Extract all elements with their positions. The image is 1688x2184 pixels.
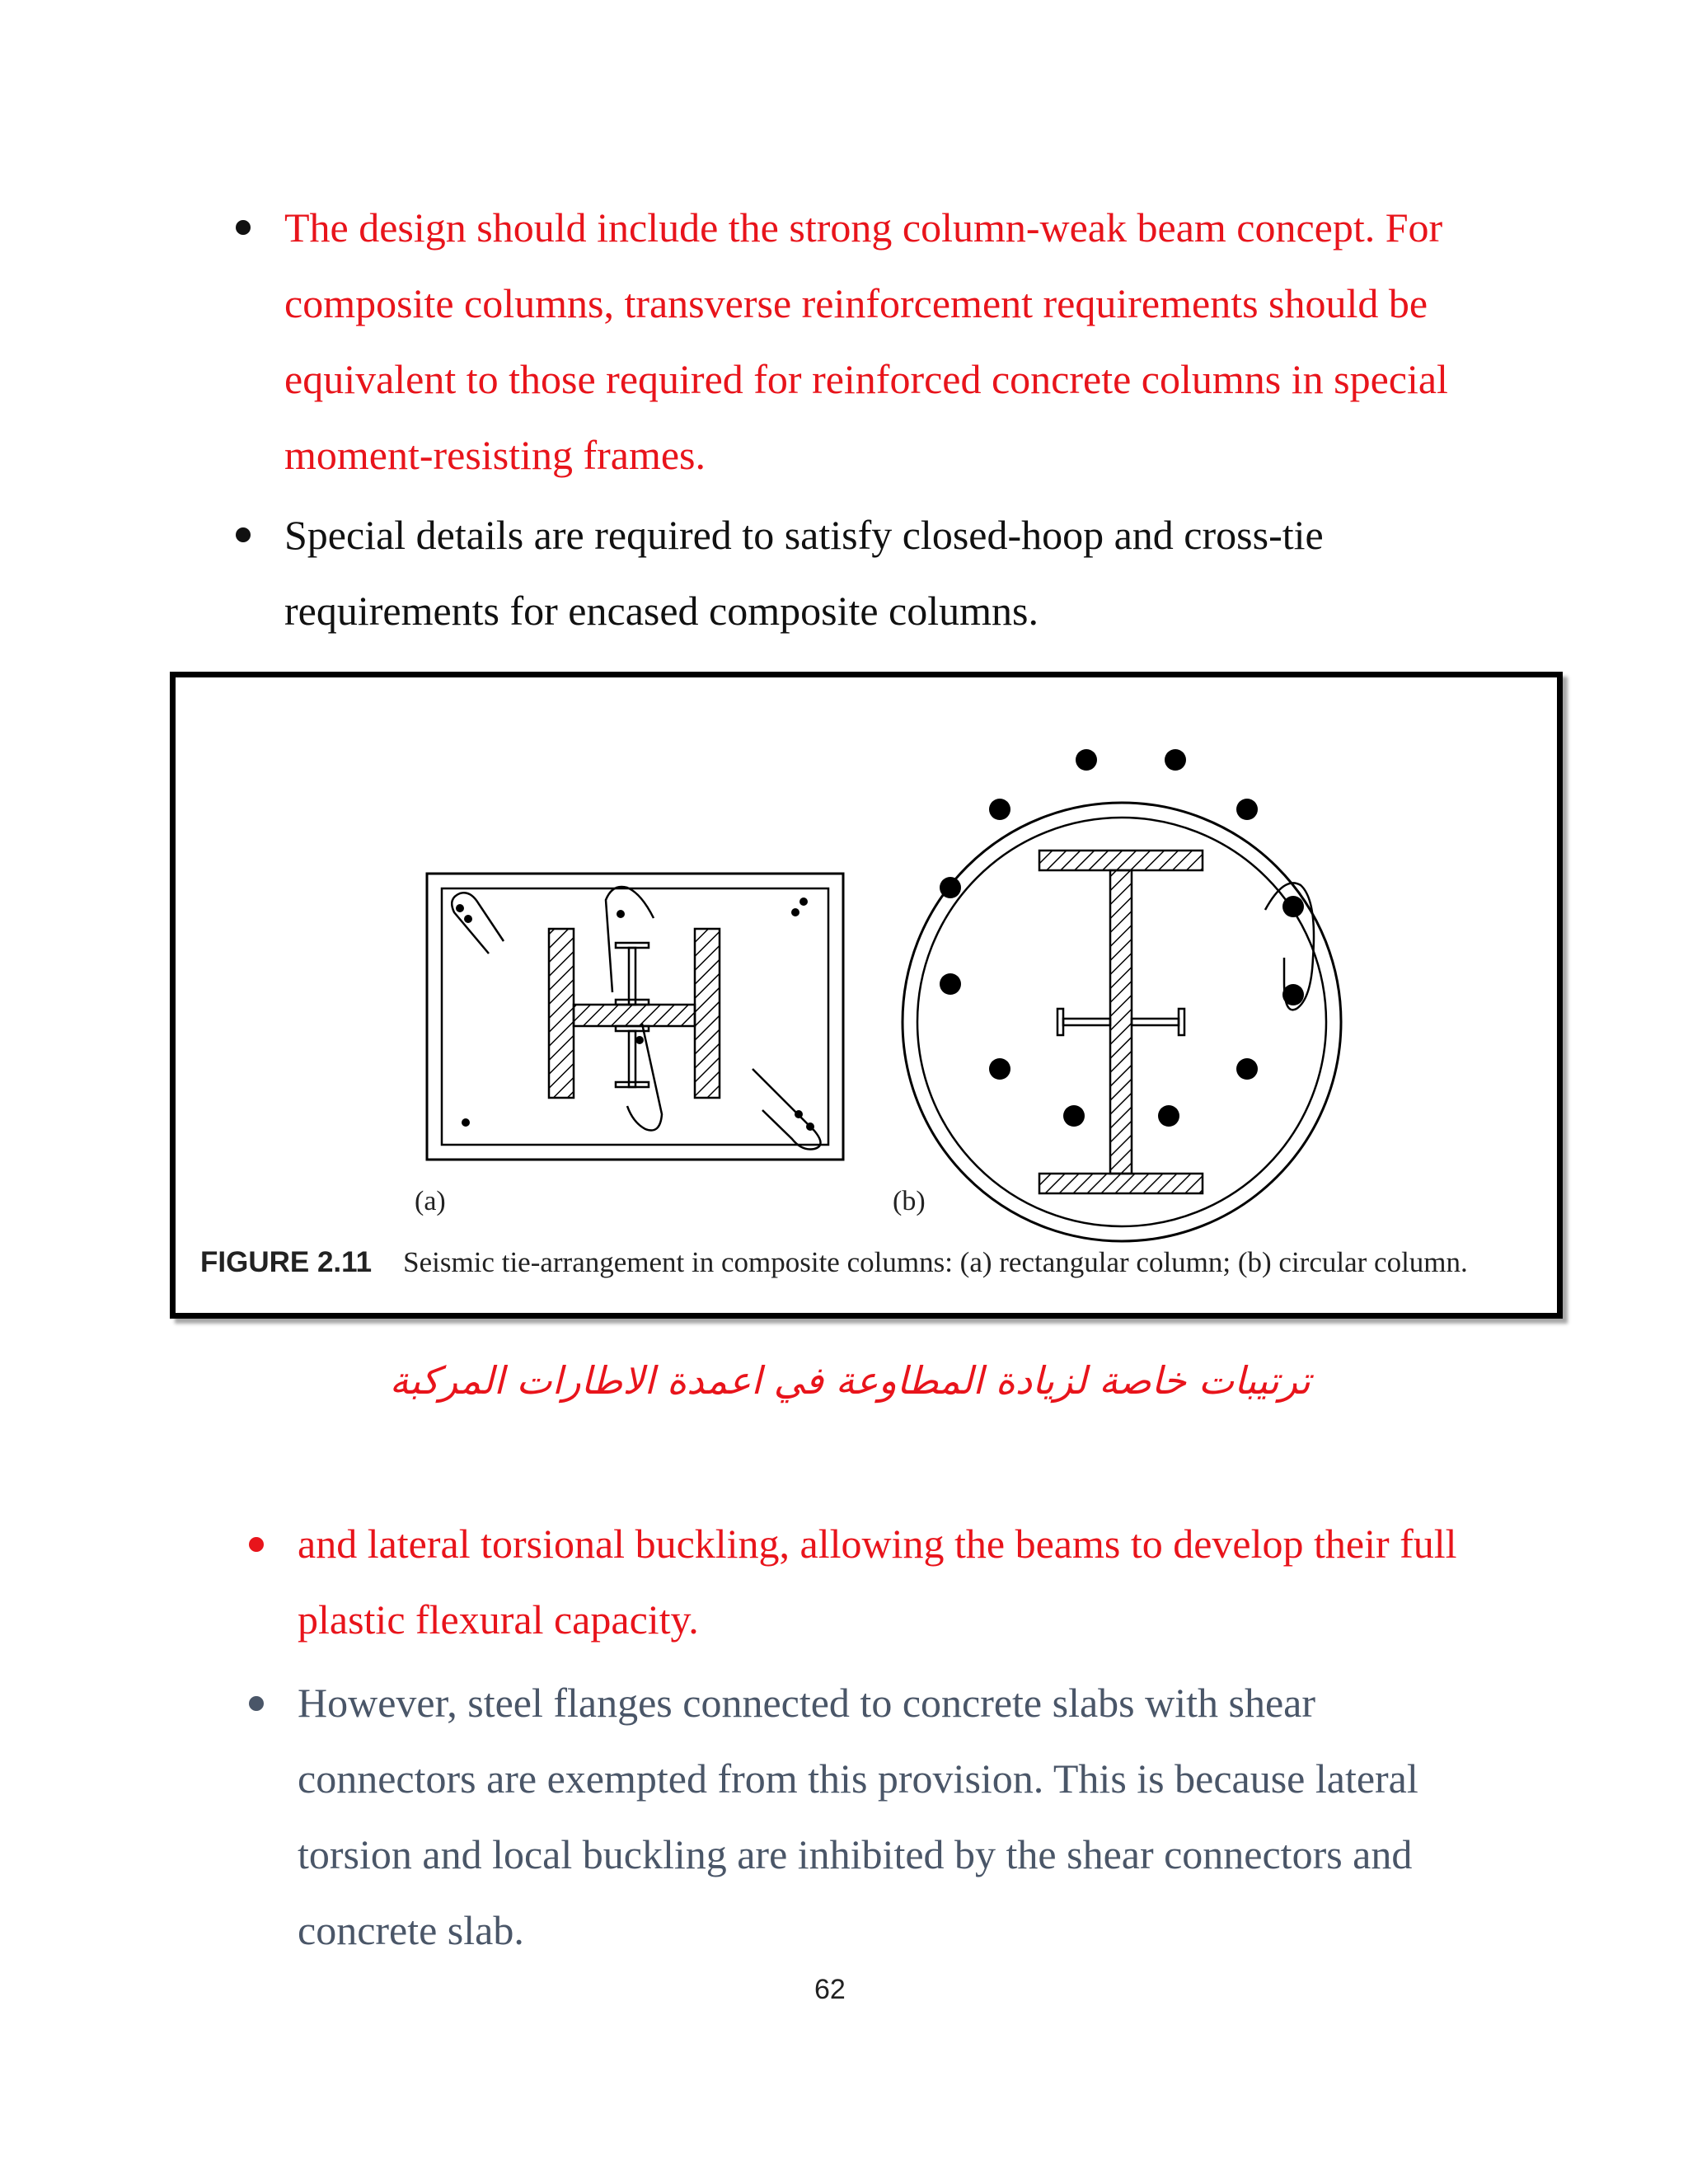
text-line: concrete slab.: [298, 1907, 524, 1953]
bullet-dot: [236, 220, 251, 235]
text-line: Special details are required to satisfy closed-hoop and cross-tie: [284, 512, 1324, 558]
figure-caption-text: Seismic tie-arrangement in composite columns: (a) rectangular column; (b) circular column.: [403, 1246, 1468, 1278]
text-line: However, steel flanges connected to concrete slabs with shear: [298, 1680, 1316, 1726]
text-line: torsion and local buckling are inhibited by the shear connectors and: [298, 1831, 1413, 1877]
text-line: connectors are exempted from this provision. This is because lateral: [298, 1755, 1418, 1802]
arabic-note: ترتيبات خاصة لزيادة المطاوعة في اعمدة الاطارات المركبة: [389, 1358, 1311, 1403]
bullet-dot: [236, 527, 251, 542]
text-line: equivalent to those required for reinforced concrete columns in special: [284, 356, 1448, 402]
figure-caption: [200, 1246, 1468, 1279]
figure-drawing: [176, 677, 1568, 1324]
text-line: moment-resisting frames.: [284, 432, 706, 478]
text-line: and lateral torsional buckling, allowing the beams to develop their full: [298, 1521, 1457, 1567]
text-line: The design should include the strong column-weak beam concept. For: [284, 204, 1443, 251]
bullet-dot: [249, 1537, 264, 1552]
figure-number: FIGURE 2.11: [200, 1246, 373, 1278]
figure-label-a: (a): [415, 1186, 446, 1216]
circular-column-drawing: [903, 749, 1341, 1241]
figure-label-b: (b): [893, 1186, 926, 1216]
text-line: composite columns, transverse reinforcement requirements should be: [284, 280, 1428, 326]
bullet-dot: [249, 1696, 264, 1711]
figure: [170, 672, 1563, 1319]
rectangular-column-drawing: [427, 874, 843, 1160]
text-line: requirements for encased composite columns.: [284, 588, 1039, 634]
text-line: plastic flexural capacity.: [298, 1596, 699, 1643]
page-number: 62: [814, 1974, 846, 2005]
